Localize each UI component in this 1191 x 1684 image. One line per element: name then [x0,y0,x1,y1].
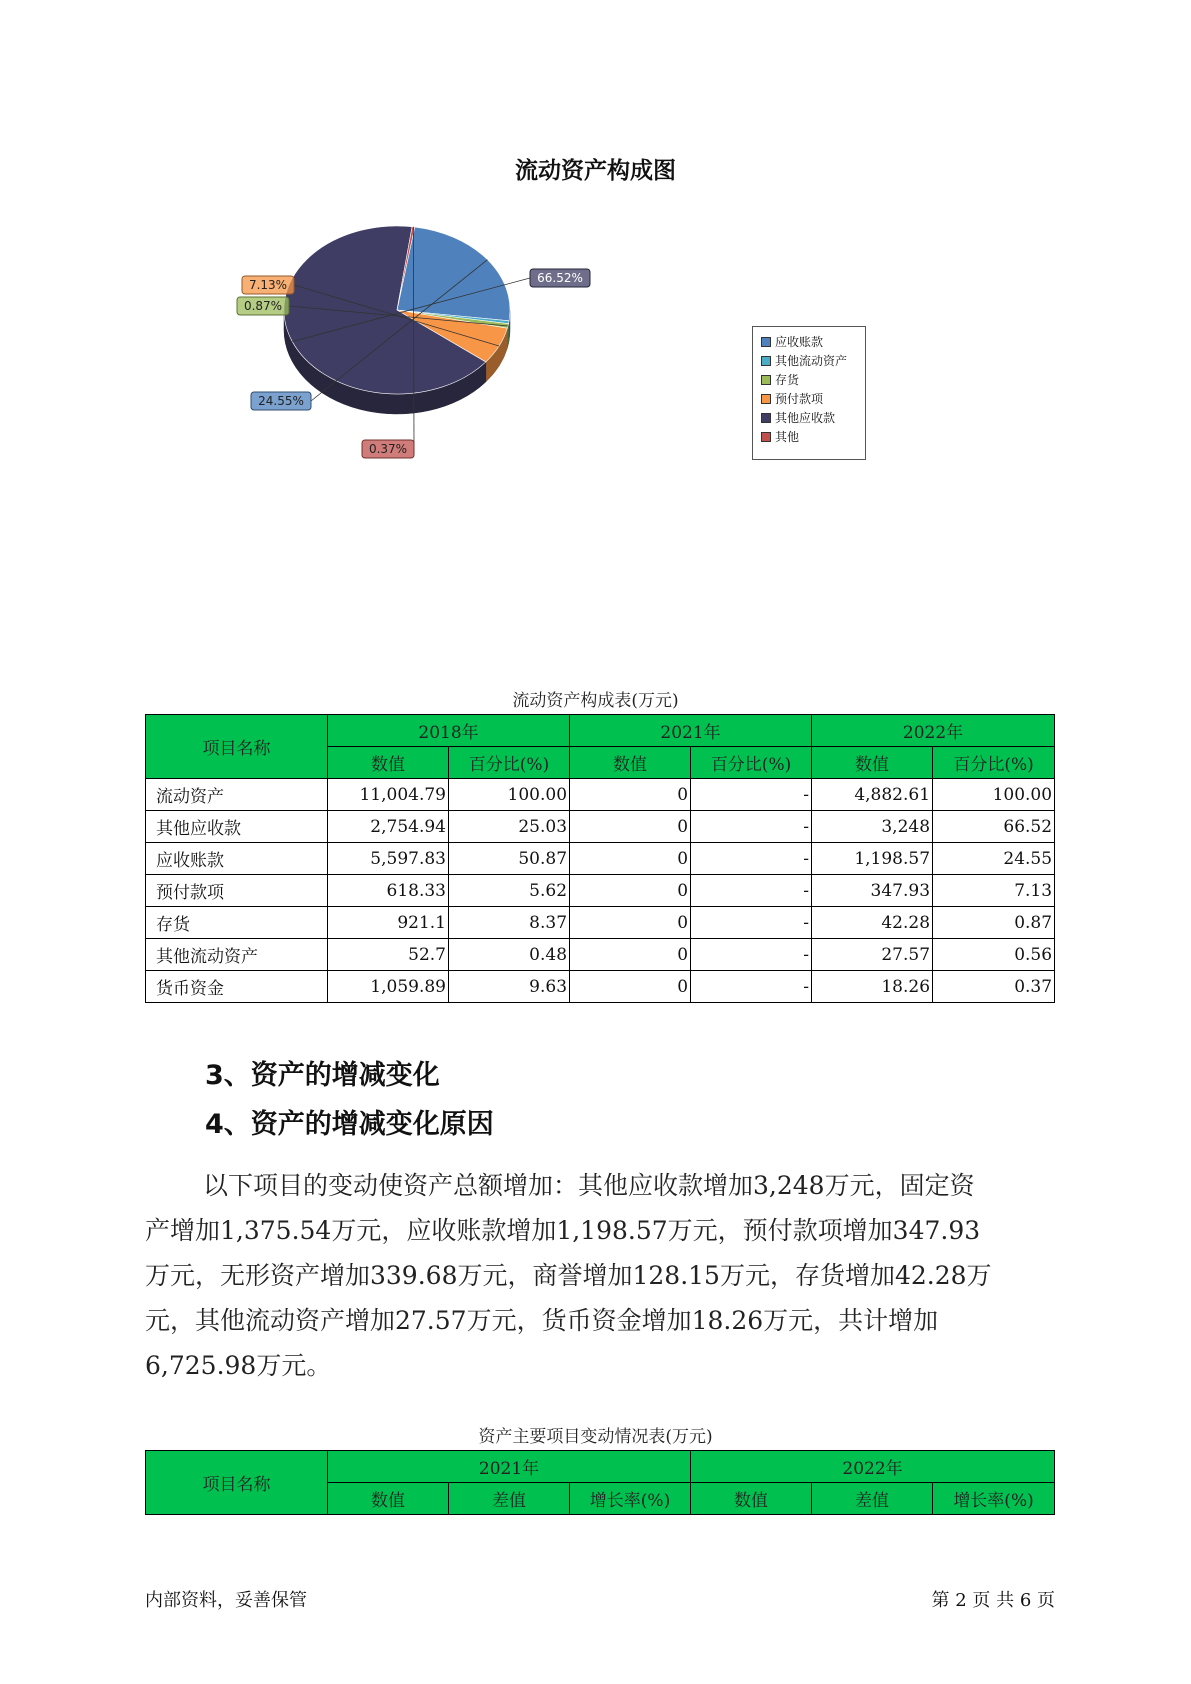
legend-item: 预付款项 [761,391,823,407]
legend-item: 其他应收款 [761,410,835,426]
table-cell: 5,597.83 [328,843,449,875]
table-cell: 618.33 [328,875,449,907]
row-label: 存货 [146,907,328,939]
row-label: 其他应收款 [146,811,328,843]
header-year: 2022年 [691,1451,1055,1483]
table-cell: 7.13 [933,875,1055,907]
table-cell: 0 [570,843,691,875]
table-cell: 9.63 [449,971,570,1003]
table-row [146,779,1055,811]
header-year: 2022年 [812,715,1055,747]
table2-caption: 资产主要项目变动情况表(万元) [478,1427,713,1447]
header-sub: 增长率(%) [933,1483,1055,1515]
data-label: 0.37% [368,442,408,456]
footer-page-number: 第 2 页 共 6 页 [931,1590,1055,1611]
table-cell: 100.00 [449,779,570,811]
header-year: 2021年 [328,1451,691,1483]
section-4-heading: 4、资产的增减变化原因 [205,1109,494,1140]
data-label: 7.13% [248,278,288,292]
table-cell: - [691,971,812,1003]
header-sub: 数值 [328,747,449,779]
table-cell: 8.37 [449,907,570,939]
table-cell: 0 [570,907,691,939]
table-row [146,811,1055,843]
table-row [146,907,1055,939]
table-cell: 0.37 [933,971,1055,1003]
header-sub: 百分比(%) [691,747,812,779]
table-cell: 0 [570,939,691,971]
row-label: 流动资产 [146,779,328,811]
row-label: 预付款项 [146,875,328,907]
paragraph-line: 6,725.98万元。 [145,1351,332,1380]
header-item: 项目名称 [146,715,328,779]
table-cell: 3,248 [812,811,933,843]
header-sub: 差值 [812,1483,933,1515]
row-label: 其他流动资产 [146,939,328,971]
table-cell: 42.28 [812,907,933,939]
row-label: 应收账款 [146,843,328,875]
table-cell: 0.56 [933,939,1055,971]
header-sub: 百分比(%) [449,747,570,779]
header-sub: 数值 [328,1483,449,1515]
data-label: 66.52% [537,271,583,285]
legend-item: 其他 [761,429,799,445]
header-item: 项目名称 [146,1451,328,1515]
table-cell: 0.48 [449,939,570,971]
paragraph-line: 以下项目的变动使资产总额增加：其他应收款增加3,248万元，固定资 [203,1171,975,1200]
paragraph-line: 元，其他流动资产增加27.57万元，货币资金增加18.26万元，共计增加 [145,1306,939,1335]
table-cell: - [691,907,812,939]
table-cell: 66.52 [933,811,1055,843]
table-row [146,843,1055,875]
header-sub: 数值 [691,1483,812,1515]
table-cell: 27.57 [812,939,933,971]
table-cell: 0 [570,875,691,907]
table-cell: 100.00 [933,779,1055,811]
header-sub: 增长率(%) [570,1483,691,1515]
table-cell: 1,198.57 [812,843,933,875]
body-paragraph [145,1163,1060,1388]
section-3-heading: 3、资产的增减变化 [205,1060,440,1091]
table-cell: 921.1 [328,907,449,939]
paragraph-line: 产增加1,375.54万元，应收账款增加1,198.57万元，预付款项增加347.93 [145,1216,981,1245]
data-label: 0.87% [243,299,283,313]
asset-change-table [145,1450,1055,1515]
table-cell: - [691,811,812,843]
table-cell: 25.03 [449,811,570,843]
header-sub: 数值 [570,747,691,779]
table1-caption: 流动资产构成表(万元) [512,691,679,711]
data-label: 24.55% [258,394,304,408]
table-cell: 52.7 [328,939,449,971]
table-cell: 11,004.79 [328,779,449,811]
legend-item: 存货 [761,372,799,388]
header-sub: 数值 [812,747,933,779]
paragraph-line: 万元，无形资产增加339.68万元，商誉增加128.15万元，存货增加42.28万 [145,1261,992,1290]
pie-chart [0,0,1191,560]
table-cell: 2,754.94 [328,811,449,843]
table-cell: 0.87 [933,907,1055,939]
table-cell: - [691,779,812,811]
table-cell: 347.93 [812,875,933,907]
row-label: 货币资金 [146,971,328,1003]
table-cell: - [691,843,812,875]
table-cell: 0 [570,971,691,1003]
table-cell: 4,882.61 [812,779,933,811]
table-cell: 5.62 [449,875,570,907]
table-cell: - [691,939,812,971]
table-cell: 50.87 [449,843,570,875]
table-row [146,875,1055,907]
current-assets-table [145,714,1055,1003]
table-cell: 1,059.89 [328,971,449,1003]
legend-item: 其他流动资产 [761,353,847,369]
header-year: 2018年 [328,715,570,747]
table-cell: 0 [570,811,691,843]
header-sub: 差值 [449,1483,570,1515]
chart-legend [752,326,866,460]
header-sub: 百分比(%) [933,747,1055,779]
table-row [146,971,1055,1003]
footer-confidential: 内部资料，妥善保管 [145,1590,307,1611]
table-cell: 0 [570,779,691,811]
table-cell: 18.26 [812,971,933,1003]
table-row [146,939,1055,971]
header-year: 2021年 [570,715,812,747]
legend-item: 应收账款 [761,334,823,350]
table-cell: 24.55 [933,843,1055,875]
chart-title: 流动资产构成图 [515,158,676,184]
table-cell: - [691,875,812,907]
